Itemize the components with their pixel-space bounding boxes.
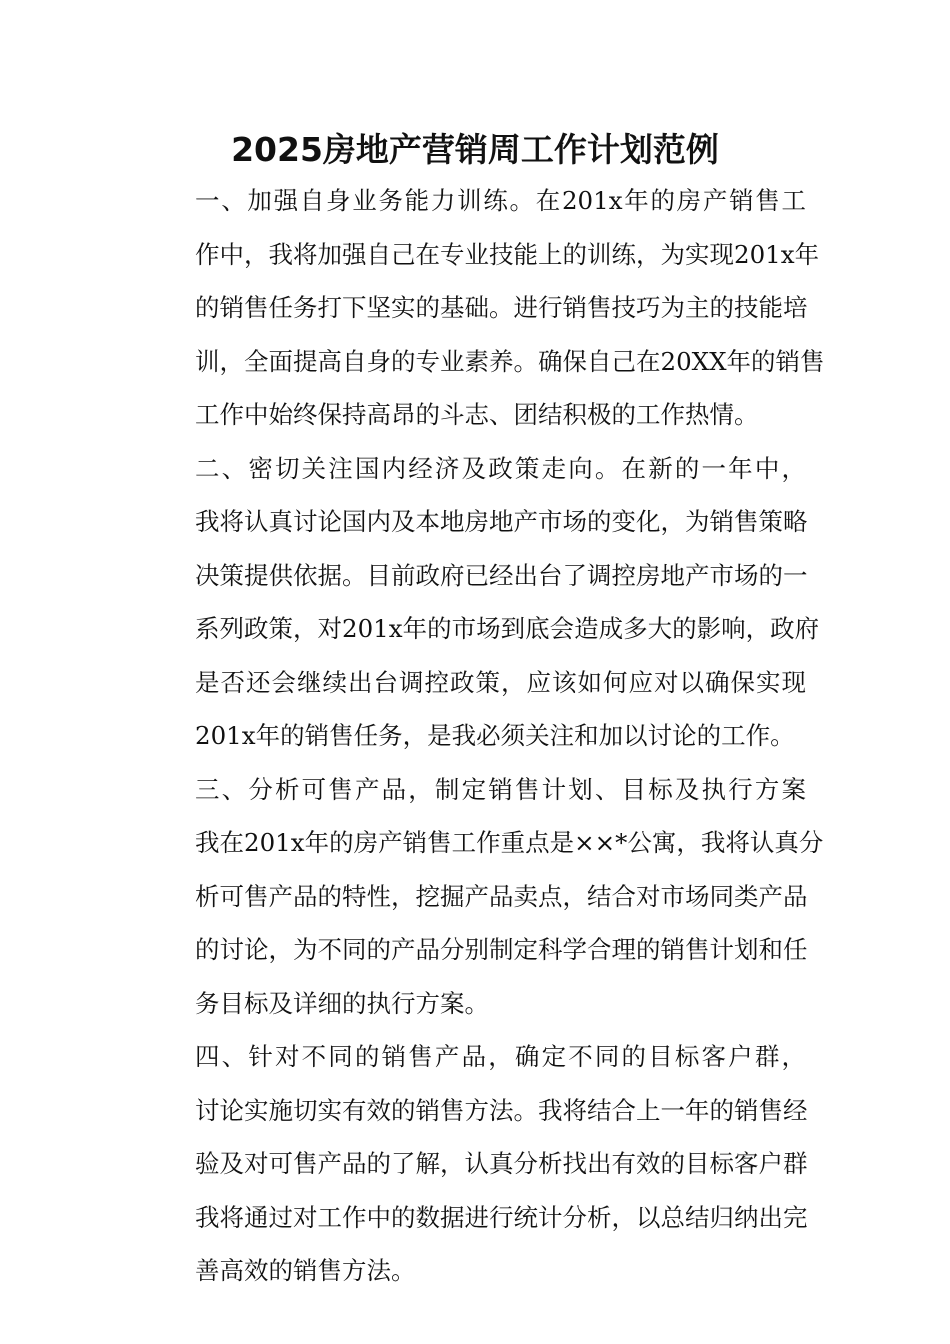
paragraph-line: 的销售任务打下坚实的基础。进行销售技巧为主的技能培 xyxy=(195,293,808,322)
paragraph-line: 我将认真讨论国内及本地房地产市场的变化，为销售策略 xyxy=(195,507,808,536)
paragraph-line: 一、加强自身业务能力训练。在201x年的房产销售工 xyxy=(195,186,806,215)
paragraph-line: 工作中始终保持高昂的斗志、团结积极的工作热情。 xyxy=(195,400,759,429)
paragraph-line: 讨论实施切实有效的销售方法。我将结合上一年的销售经 xyxy=(195,1095,808,1125)
paragraph-line: 201x年的销售任务，是我必须关注和加以讨论的工作。 xyxy=(195,721,795,750)
paragraph-4 xyxy=(146,1030,806,1298)
paragraph-line: 务目标及详细的执行方案。 xyxy=(195,988,489,1018)
paragraph-line: 作中，我将加强自己在专业技能上的训练，为实现201x年 xyxy=(195,239,820,269)
paragraph-line: 决策提供依据。目前政府已经出台了调控房地产市场的一 xyxy=(195,560,808,590)
paragraph-1 xyxy=(146,174,825,442)
paragraph-3 xyxy=(146,763,824,1031)
paragraph-line: 我在201x年的房产销售工作重点是××*公寓，我将认真分 xyxy=(195,828,824,857)
paragraph-line: 我将通过对工作中的数据进行统计分析，以总结归纳出完 xyxy=(195,1202,808,1232)
paragraph-line: 的讨论，为不同的产品分别制定科学合理的销售计划和任 xyxy=(195,935,808,964)
paragraph-line: 三、分析可售产品，制定销售计划、目标及执行方案 xyxy=(195,774,806,804)
paragraph-line: 善高效的销售方法。 xyxy=(195,1256,416,1285)
document-body xyxy=(146,174,825,1298)
paragraph-line: 析可售产品的特性，挖掘产品卖点，结合对市场同类产品 xyxy=(195,881,808,911)
paragraph-line: 验及对可售产品的了解，认真分析找出有效的目标客户群 xyxy=(195,1149,808,1178)
paragraph-line: 四、针对不同的销售产品，确定不同的目标客户群， xyxy=(195,1042,806,1071)
paragraph-line: 训，全面提高自身的专业素养。确保自己在20XX年的销售 xyxy=(195,346,825,376)
paragraph-line: 系列政策，对201x年的市场到底会造成多大的影响，政府 xyxy=(195,614,820,643)
paragraph-2 xyxy=(146,442,820,763)
paragraph-line: 二、密切关注国内经济及政策走向。在新的一年中， xyxy=(195,453,806,483)
document-title: 2025房地产营销周工作计划范例 xyxy=(231,130,719,169)
paragraph-line: 是否还会继续出台调控政策，应该如何应对以确保实现 xyxy=(195,667,806,697)
